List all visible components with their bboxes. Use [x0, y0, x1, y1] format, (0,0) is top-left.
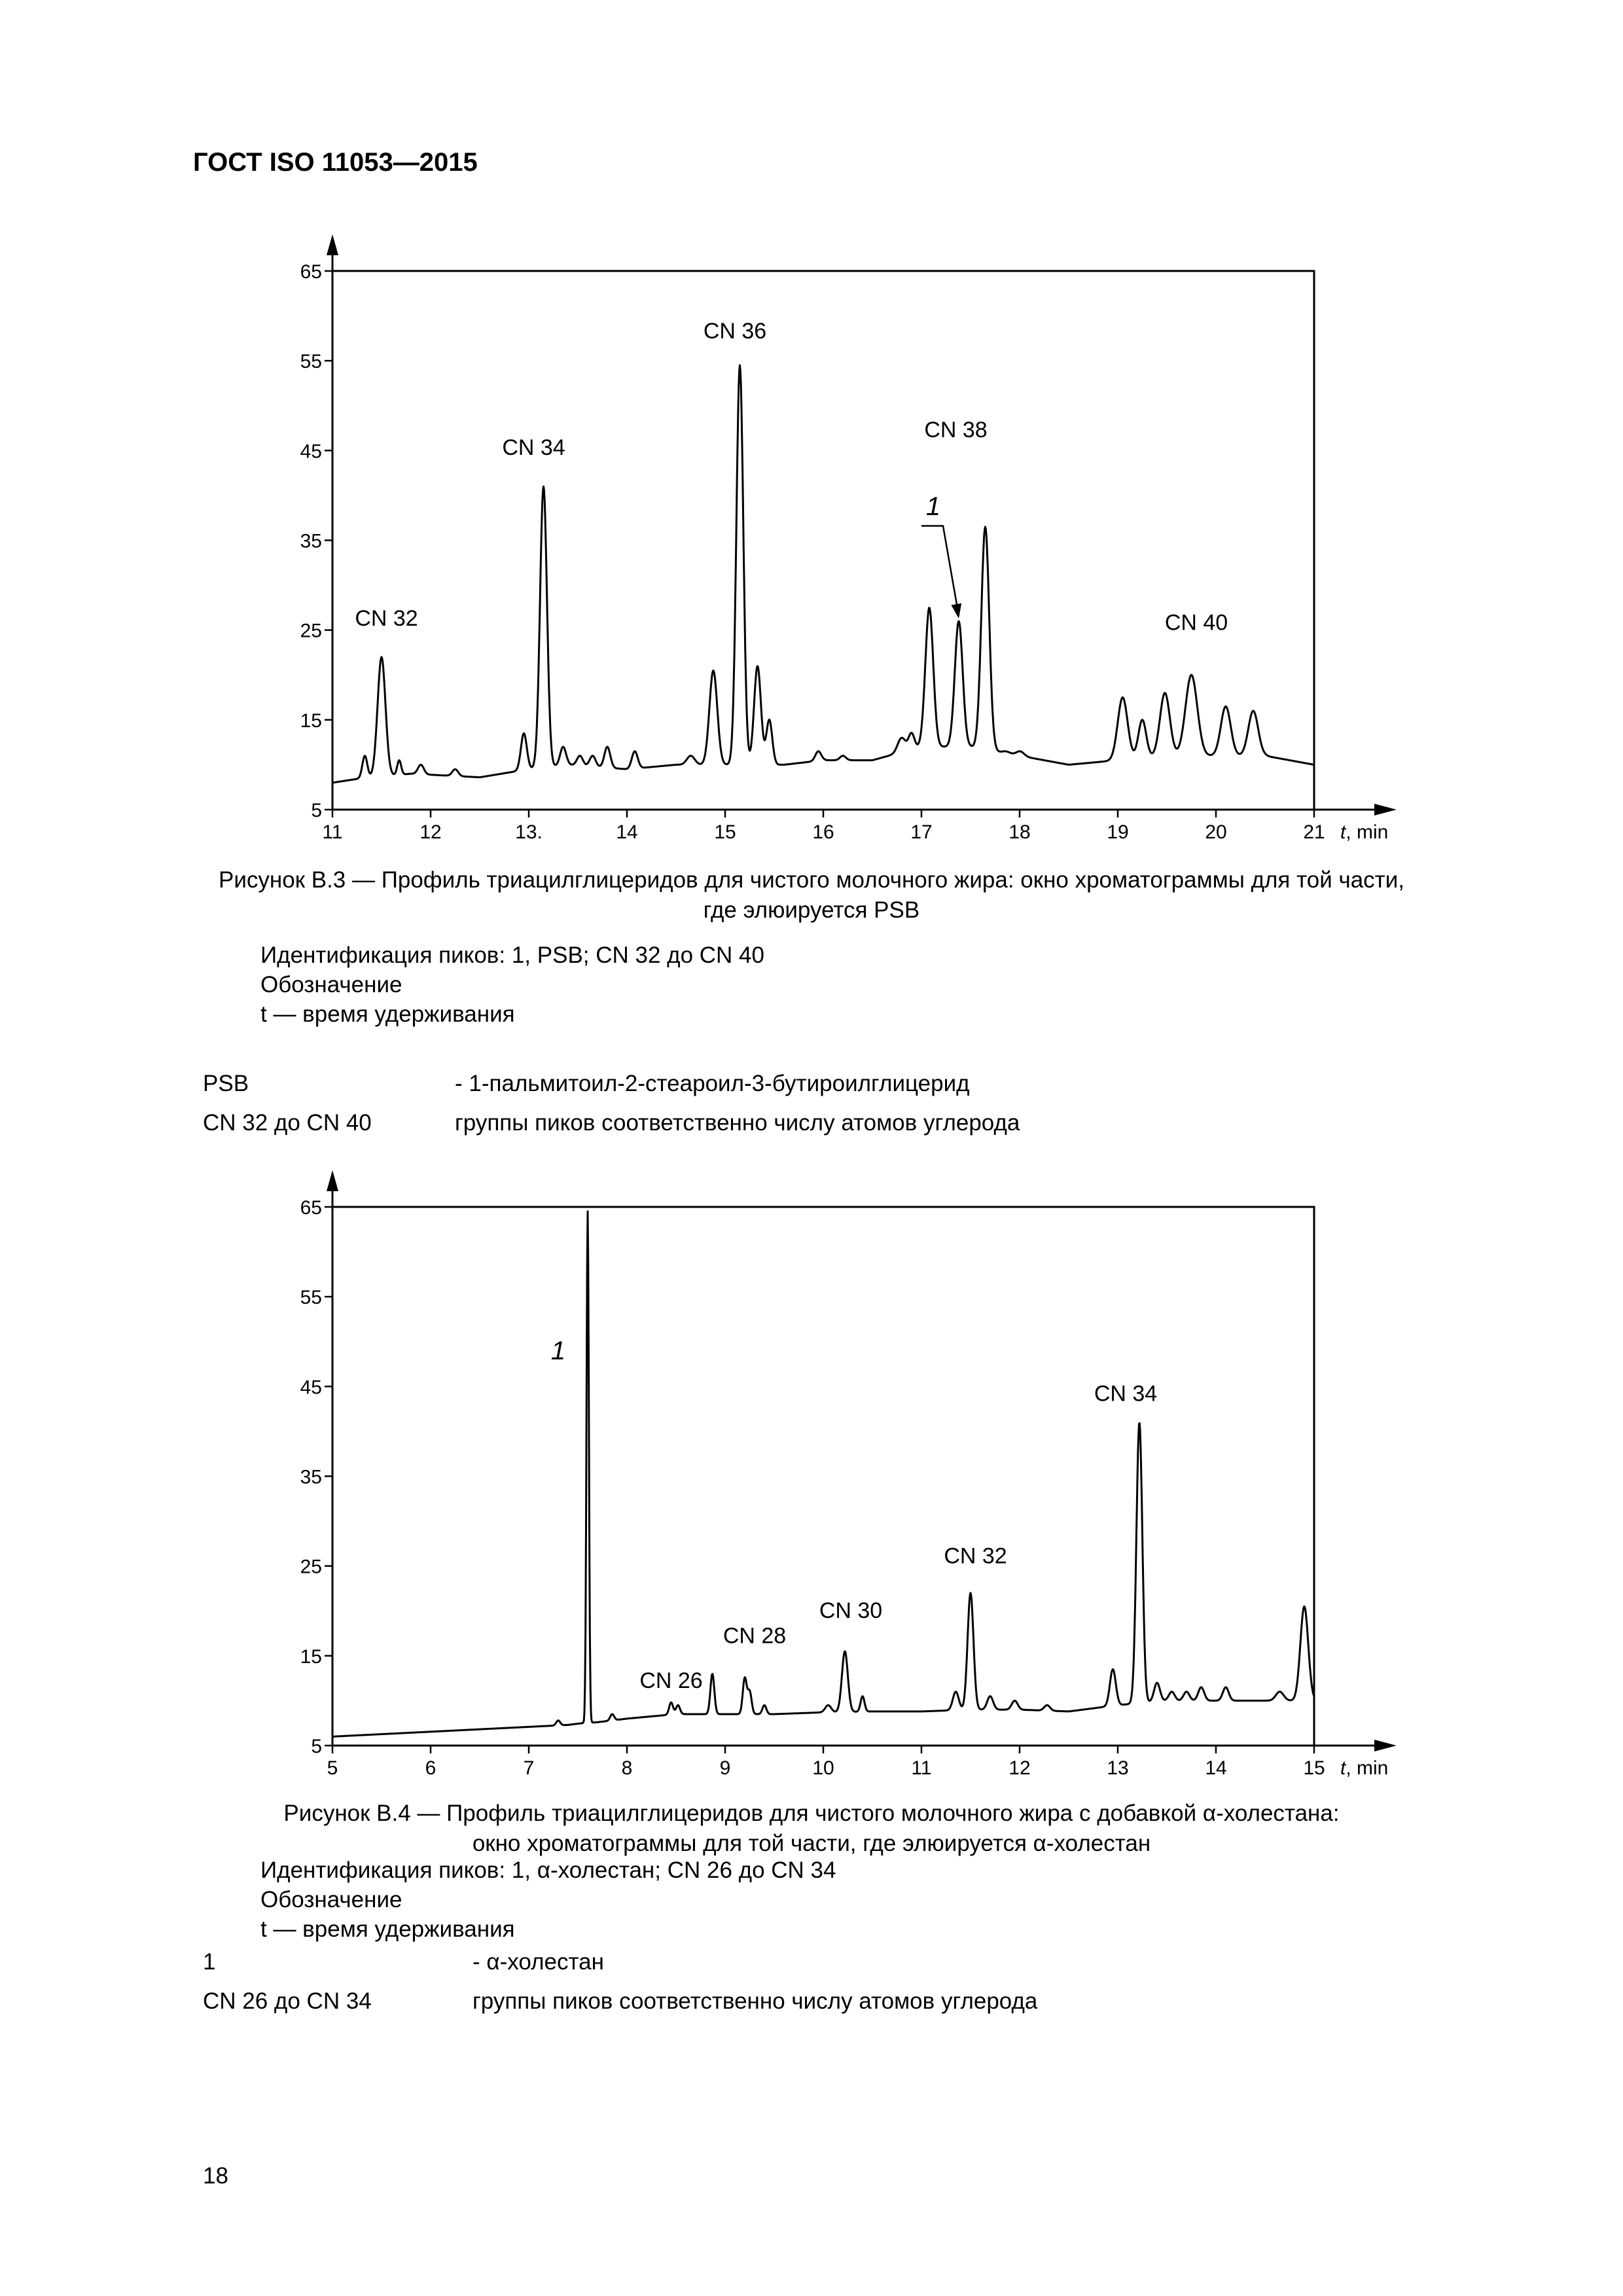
- figure-b4-caption: [151, 1799, 1472, 1859]
- peak-label-number: 1: [550, 1336, 566, 1366]
- x-tick-label: 11: [911, 1757, 932, 1779]
- y-tick-label: 45: [300, 1376, 322, 1399]
- legend-b3-value-1: группы пиков соответственно числу атомов углерода: [455, 1110, 1020, 1136]
- figure-b3-identification: Идентификация пиков: 1, PSB; CN 32 до CN 40: [260, 942, 764, 968]
- x-tick-label: 8: [621, 1757, 633, 1779]
- x-tick-label: 16: [812, 821, 834, 843]
- figure-b3-caption: [151, 865, 1472, 925]
- legend-b4-key-0: 1: [203, 1949, 216, 1975]
- x-tick-label: 9: [719, 1757, 731, 1779]
- x-tick-label: 15: [714, 821, 736, 843]
- x-tick-label: 20: [1205, 821, 1227, 843]
- document-header: ГОСТ ISO 11053—2015: [193, 148, 478, 177]
- x-tick-label: 21: [1303, 821, 1325, 843]
- x-tick-label: 17: [910, 821, 933, 843]
- x-tick-label: 10: [812, 1757, 834, 1779]
- chromatogram-b3: [177, 229, 1420, 851]
- x-axis-label: t, min: [1340, 821, 1389, 843]
- figure-b4-designation: Обозначение: [260, 1887, 402, 1912]
- legend-b3-key-0: PSB: [203, 1071, 249, 1096]
- y-tick-label: 65: [300, 1197, 322, 1219]
- y-axis-arrow: [327, 1170, 338, 1191]
- legend-b4-value-1: группы пиков соответственно числу атомов углерода: [473, 1988, 1038, 2014]
- peak-group-label: CN 32: [355, 605, 418, 631]
- y-tick-label: 15: [300, 1645, 322, 1668]
- x-tick-label: 5: [327, 1757, 338, 1779]
- legend-b3-value-0: - 1-пальмитоил-2-стеароил-3-бутироилглицерид: [455, 1071, 970, 1096]
- x-tick-label: 13: [1107, 1757, 1129, 1779]
- y-tick-label: 65: [300, 261, 322, 283]
- peak-leader-arrow: [951, 603, 961, 619]
- x-tick-label: 15: [1303, 1757, 1325, 1779]
- x-tick-label: 13.: [515, 821, 543, 843]
- x-axis-arrow: [1374, 804, 1397, 816]
- x-tick-label: 19: [1107, 821, 1129, 843]
- peak-group-label: CN 28: [722, 1623, 787, 1649]
- y-tick-label: 55: [300, 1287, 322, 1309]
- y-tick-label: 45: [300, 440, 322, 463]
- peak-group-label: CN 30: [819, 1598, 883, 1624]
- figure-b4-caption-line2: окно хроматограммы для той части, где элюируется α-холестан: [472, 1831, 1151, 1856]
- y-tick-label: 55: [300, 351, 322, 373]
- y-tick-label: 25: [300, 1556, 322, 1578]
- figure-b3-caption-line2: где элюируется PSB: [703, 897, 920, 923]
- plot-frame: [332, 1207, 1314, 1746]
- x-axis-arrow: [1374, 1740, 1397, 1751]
- chromatogram-trace: [332, 1211, 1314, 1736]
- figure-b3-designation: Обозначение: [260, 972, 402, 997]
- page-number: 18: [203, 2163, 228, 2189]
- peak-group-label: CN 26: [639, 1668, 703, 1694]
- legend-b4-key-1: CN 26 до CN 34: [203, 1988, 372, 2014]
- peak-group-label: CN 36: [703, 318, 767, 344]
- x-tick-label: 18: [1008, 821, 1031, 843]
- y-tick-label: 15: [300, 709, 322, 732]
- peak-group-label: CN 40: [1164, 610, 1228, 636]
- y-axis-arrow: [327, 234, 338, 255]
- legend-b3-key-1: CN 32 до CN 40: [203, 1110, 372, 1136]
- y-tick-label: 35: [300, 1466, 322, 1488]
- y-tick-label: 5: [311, 800, 322, 821]
- x-tick-label: 6: [425, 1757, 437, 1779]
- chromatogram-trace: [332, 365, 1314, 783]
- legend-b4-value-0: - α-холестан: [473, 1949, 604, 1975]
- x-tick-label: 12: [1008, 1757, 1031, 1779]
- y-tick-label: 25: [300, 620, 322, 642]
- figure-b4-identification: Идентификация пиков: 1, α-холестан; CN 26 до CN 34: [260, 1857, 836, 1883]
- peak-group-label: CN 34: [502, 435, 565, 461]
- peak-label-number: 1: [925, 492, 941, 522]
- x-tick-label: 11: [322, 821, 343, 843]
- x-tick-label: 12: [419, 821, 442, 843]
- peak-leader-line: [921, 526, 959, 616]
- peak-group-label: CN 34: [1094, 1381, 1158, 1407]
- figure-b4-caption-line1: Рисунок В.4 — Профиль триацилглицеридов для чистого молочного жира с добавкой α-холестана:: [283, 1801, 1340, 1826]
- plot-frame: [332, 271, 1314, 810]
- x-axis-label: t, min: [1340, 1757, 1389, 1779]
- y-tick-label: 35: [300, 530, 322, 552]
- x-tick-label: 14: [1205, 1757, 1227, 1779]
- x-tick-label: 7: [523, 1757, 535, 1779]
- figure-b4-t-note: t — время удерживания: [260, 1916, 515, 1942]
- figure-b3-caption-line1: Рисунок В.3 — Профиль триацилглицеридов для чистого молочного жира: окно хроматограммы для той части,: [219, 867, 1404, 893]
- peak-group-label: CN 32: [944, 1543, 1007, 1569]
- peak-group-label: CN 38: [924, 417, 988, 442]
- x-tick-label: 14: [616, 821, 638, 843]
- figure-b3-t-note: t — время удерживания: [260, 1001, 515, 1027]
- y-tick-label: 5: [311, 1736, 322, 1757]
- chromatogram-b4: [177, 1165, 1420, 1787]
